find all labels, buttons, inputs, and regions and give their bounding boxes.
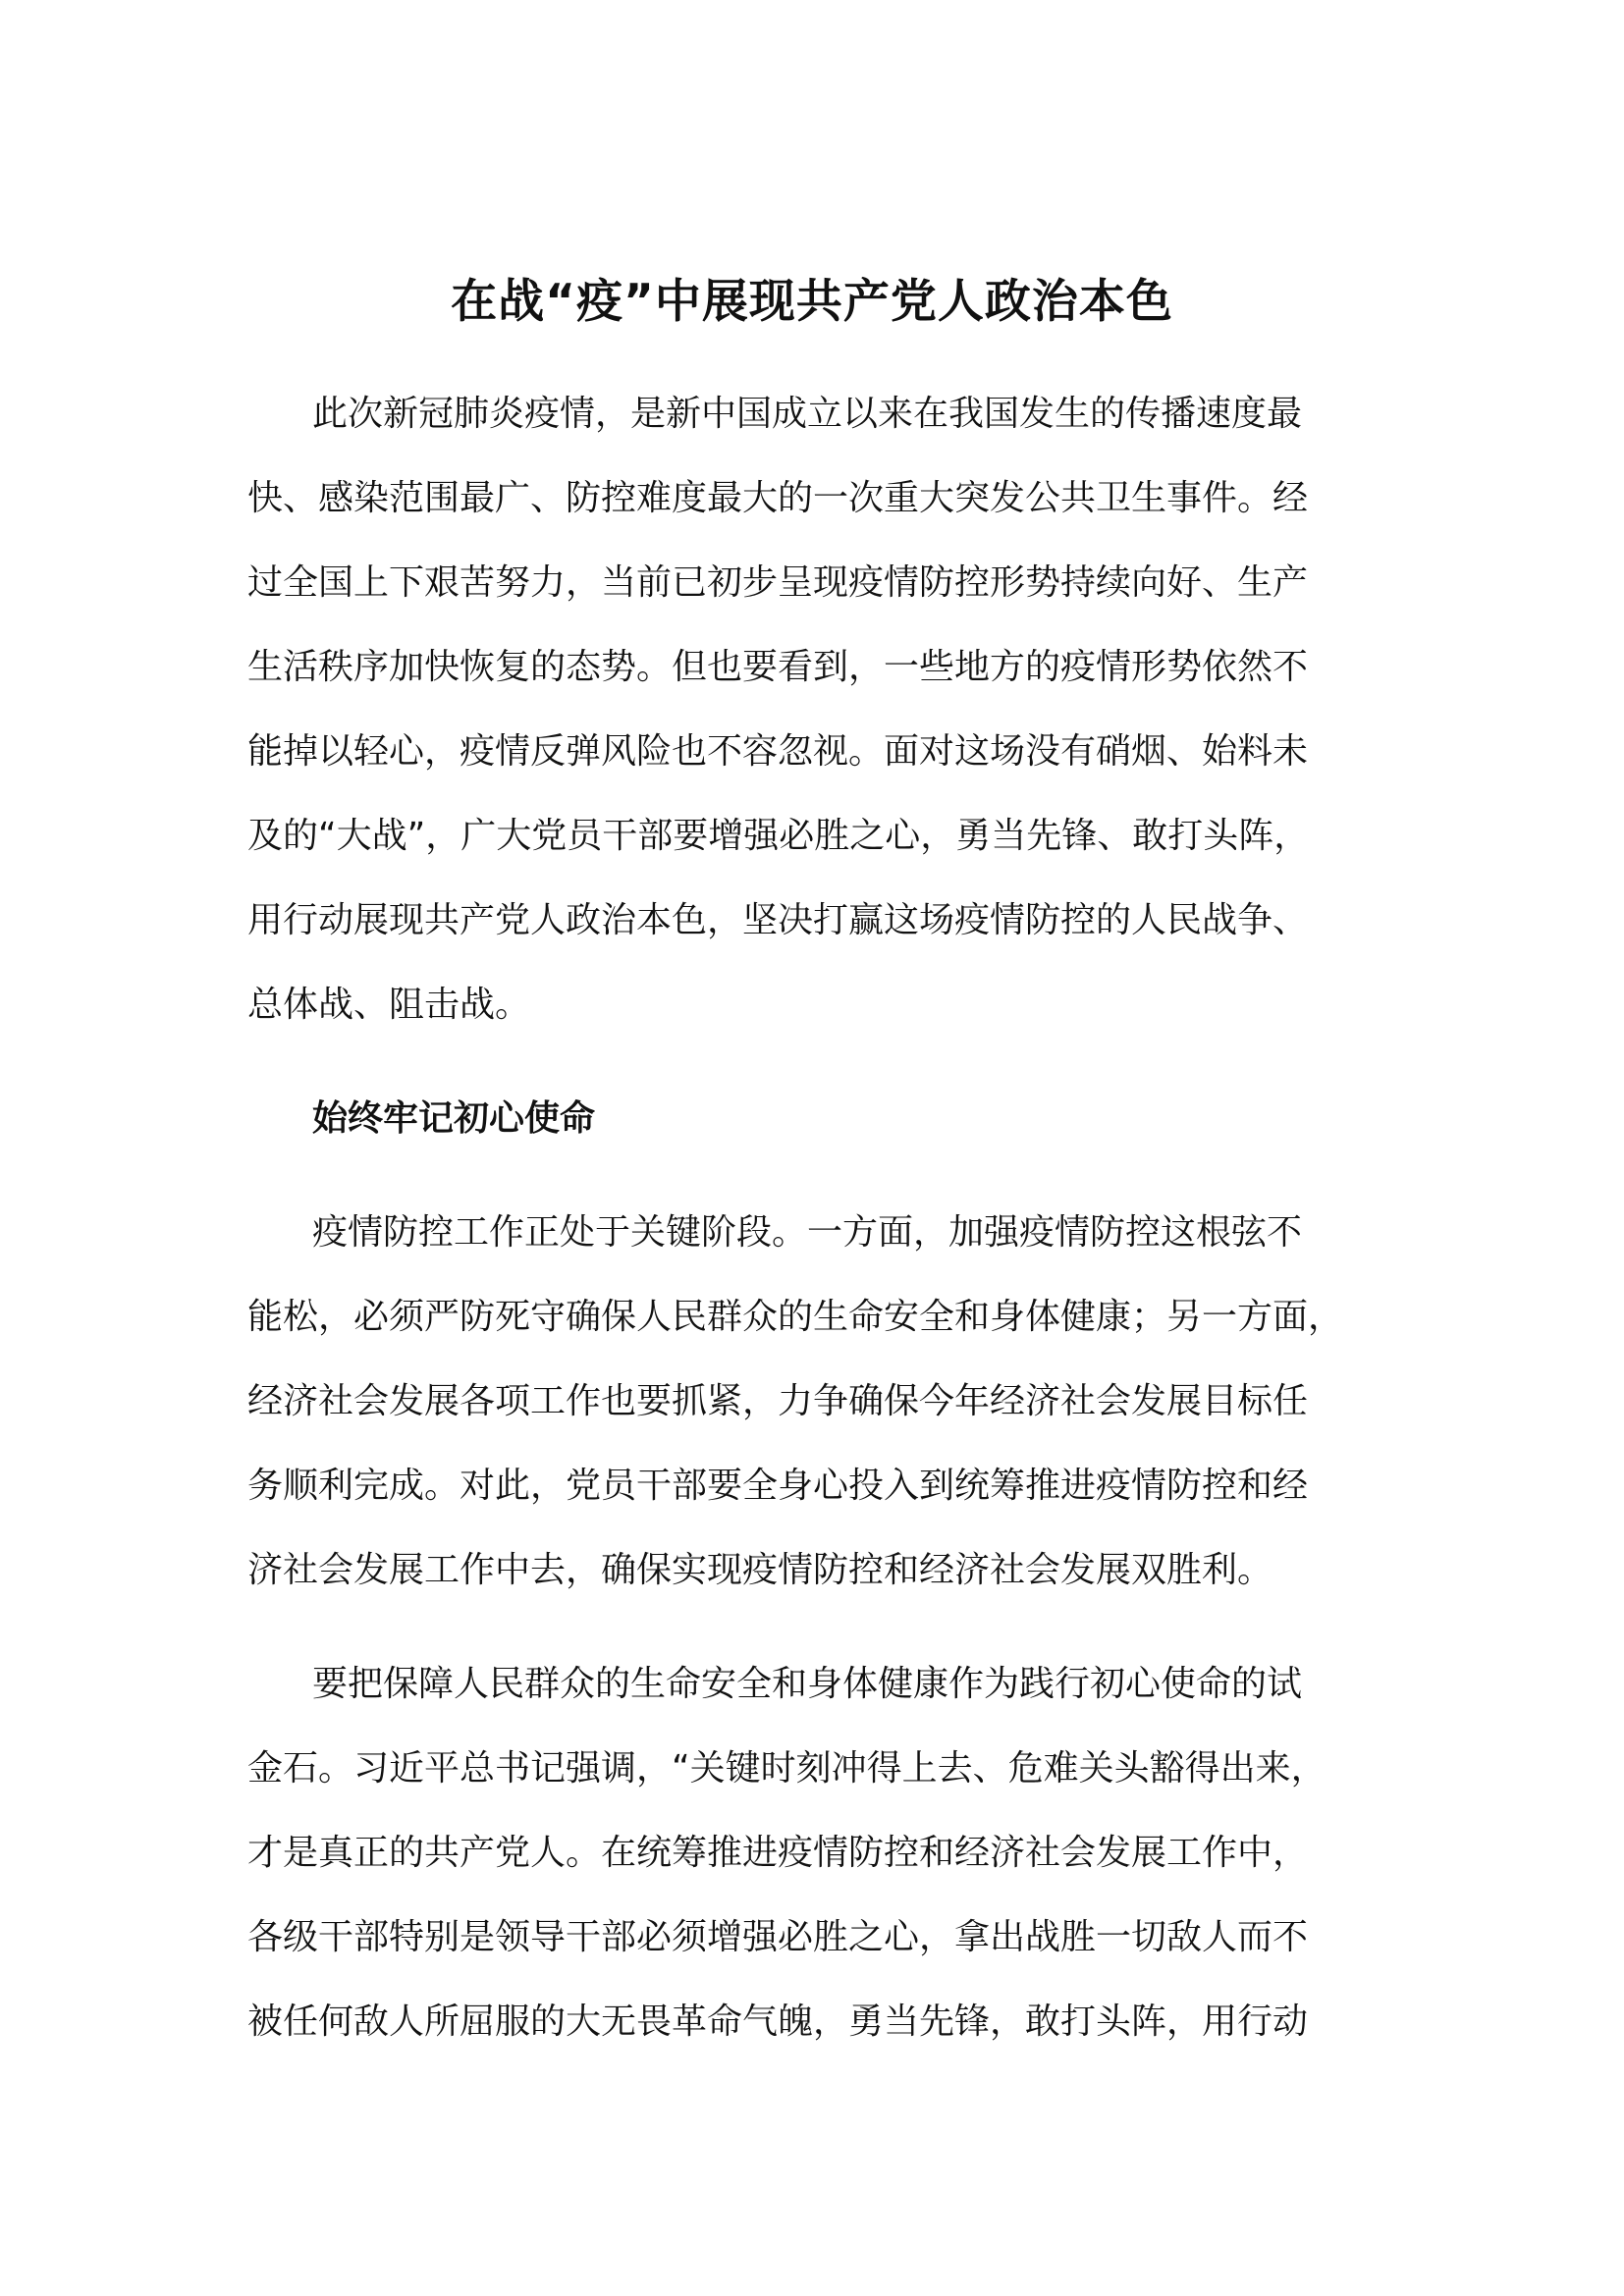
- paragraph-1-line-5: 能掉以轻心，疫情反弹风险也不容忽视。面对这场没有硝烟、始料未: [247, 731, 1309, 772]
- paragraph-1-line-1: 此次新冠肺炎疫情，是新中国成立以来在我国发生的传播速度最: [312, 394, 1303, 434]
- paragraph-1-line-2: 快、感染范围最广、防控难度最大的一次重大突发公共卫生事件。经: [247, 478, 1309, 518]
- paragraph-2-line-3: 经济社会发展各项工作也要抓紧，力争确保今年经济社会发展目标任: [247, 1381, 1309, 1421]
- section-heading: 始终牢记初心使命: [312, 1098, 596, 1139]
- document-title: 在战“疫”中展现共产党人政治本色: [451, 275, 1173, 329]
- paragraph-3-line-5: 被任何敌人所屈服的大无畏革命气魄，勇当先锋，敢打头阵，用行动: [247, 2002, 1309, 2042]
- paragraph-2-line-2: 能松，必须严防死守确保人民群众的生命安全和身体健康；另一方面，: [247, 1297, 1344, 1337]
- paragraph-2-line-1: 疫情防控工作正处于关键阶段。一方面，加强疫情防控这根弦不: [312, 1212, 1303, 1253]
- paragraph-1-line-8: 总体战、阻击战。: [247, 985, 531, 1025]
- paragraph-2-line-4: 务顺利完成。对此，党员干部要全身心投入到统筹推进疫情防控和经: [247, 1466, 1309, 1506]
- paragraph-1-line-7: 用行动展现共产党人政治本色，坚决打赢这场疫情防控的人民战争、: [247, 900, 1309, 940]
- paragraph-3-line-4: 各级干部特别是领导干部必须增强必胜之心，拿出战胜一切敌人而不: [247, 1917, 1309, 1957]
- paragraph-3-line-2: 金石。习近平总书记强调，“关键时刻冲得上去、危难关头豁得出来，: [247, 1748, 1326, 1789]
- paragraph-1-line-6: 及的“大战”，广大党员干部要增强必胜之心，勇当先锋、敢打头阵，: [247, 816, 1310, 856]
- paragraph-1-line-4: 生活秩序加快恢复的态势。但也要看到，一些地方的疫情形势依然不: [247, 647, 1309, 687]
- paragraph-2-line-5: 济社会发展工作中去，确保实现疫情防控和经济社会发展双胜利。: [247, 1550, 1273, 1590]
- paragraph-1-line-3: 过全国上下艰苦努力，当前已初步呈现疫情防控形势持续向好、生产: [247, 562, 1309, 603]
- paragraph-3-line-3: 才是真正的共产党人。在统筹推进疫情防控和经济社会发展工作中，: [247, 1833, 1309, 1873]
- paragraph-3-line-1: 要把保障人民群众的生命安全和身体健康作为践行初心使命的试: [312, 1664, 1303, 1704]
